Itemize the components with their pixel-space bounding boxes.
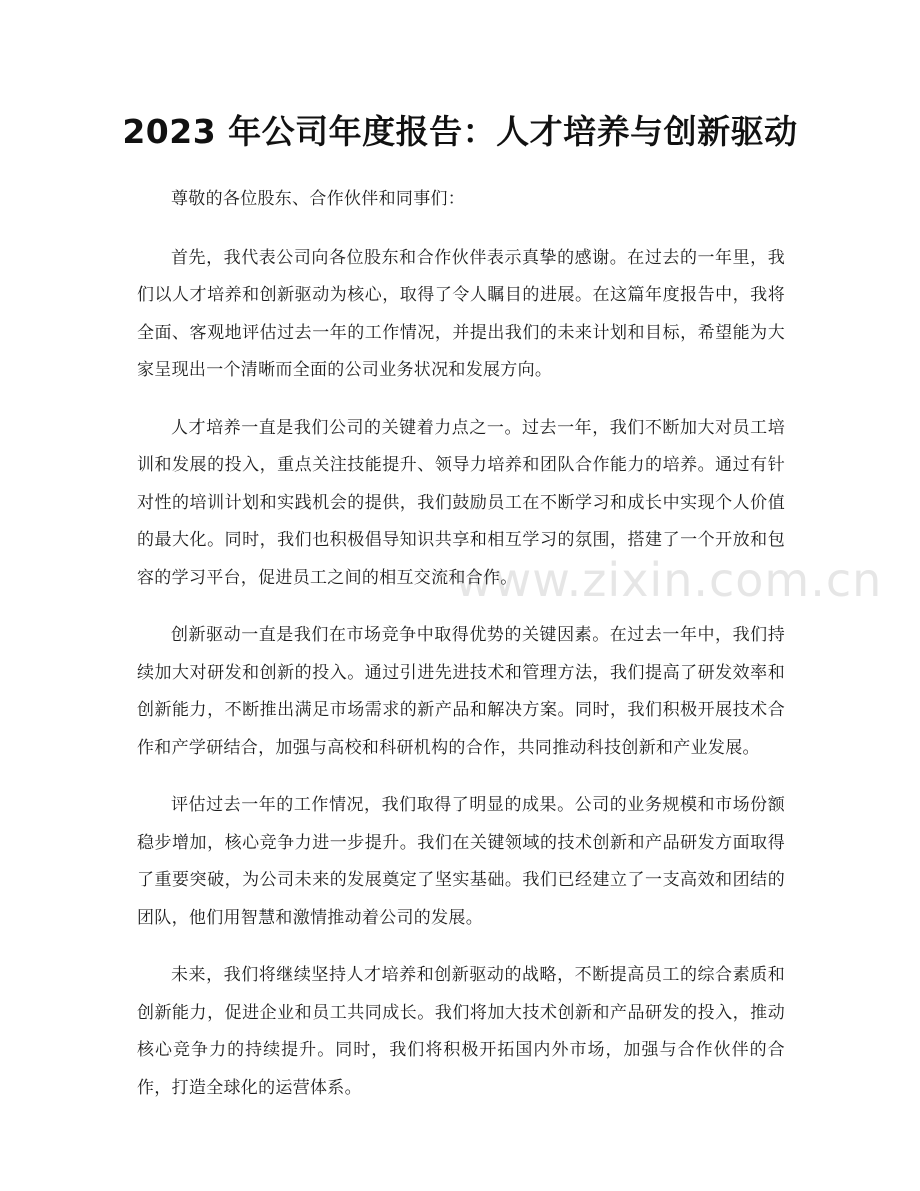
talent-paragraph: 人才培养一直是我们公司的关键着力点之一。过去一年，我们不断加大对员工培训和发展的投入，重点关注技能提升、领导力培养和团队合作能力的培养。通过有针对性的培训计划和实践机会的提供，我们鼓励员工在不断学习和成长中实现个人价值的最大化。同时，我们也积极倡导知识共享和相互学习的氛围，搭建了一个开放和包容的学习平台，促进员工之间的相互交流和合作。 <box>137 417 785 588</box>
document-title: 2023 年公司年度报告：人才培养与创新驱动 <box>122 112 798 151</box>
evaluation-paragraph: 评估过去一年的工作情况，我们取得了明显的成果。公司的业务规模和市场份额稳步增加，核心竞争力进一步提升。我们在关键领域的技术创新和产品研发方面取得了重要突破，为公司未来的发展奠定了坚实基础。我们已经建立了一支高效和团结的团队，他们用智慧和激情推动着公司的发展。 <box>137 795 785 928</box>
innovation-paragraph: 创新驱动一直是我们在市场竞争中取得优势的关键因素。在过去一年中，我们持续加大对研发和创新的投入。通过引进先进技术和管理方法，我们提高了研发效率和创新能力，不断推出满足市场需求的新产品和解决方案。同时，我们积极开展技术合作和产学研结合，加强与高校和科研机构的合作，共同推动科技创新和产业发展。 <box>137 625 785 758</box>
greeting-paragraph: 尊敬的各位股东、合作伙伴和同事们： <box>171 189 466 209</box>
watermark: www.zixin.com.cn <box>455 553 883 607</box>
document-body <box>137 181 785 1127</box>
future-paragraph: 未来，我们将继续坚持人才培养和创新驱动的战略，不断提高员工的综合素质和创新能力，促进企业和员工共同成长。我们将加大技术创新和产品研发的投入，推动核心竞争力的持续提升。同时，我们将积极开拓国内外市场，加强与合作伙伴的合作，打造全球化的运营体系。 <box>137 965 785 1098</box>
intro-paragraph: 首先，我代表公司向各位股东和合作伙伴表示真挚的感谢。在过去的一年里，我们以人才培养和创新驱动为核心，取得了令人瞩目的进展。在这篇年度报告中，我将全面、客观地评估过去一年的工作情况，并提出我们的未来计划和目标，希望能为大家呈现出一个清晰而全面的公司业务状况和发展方向。 <box>137 247 785 380</box>
